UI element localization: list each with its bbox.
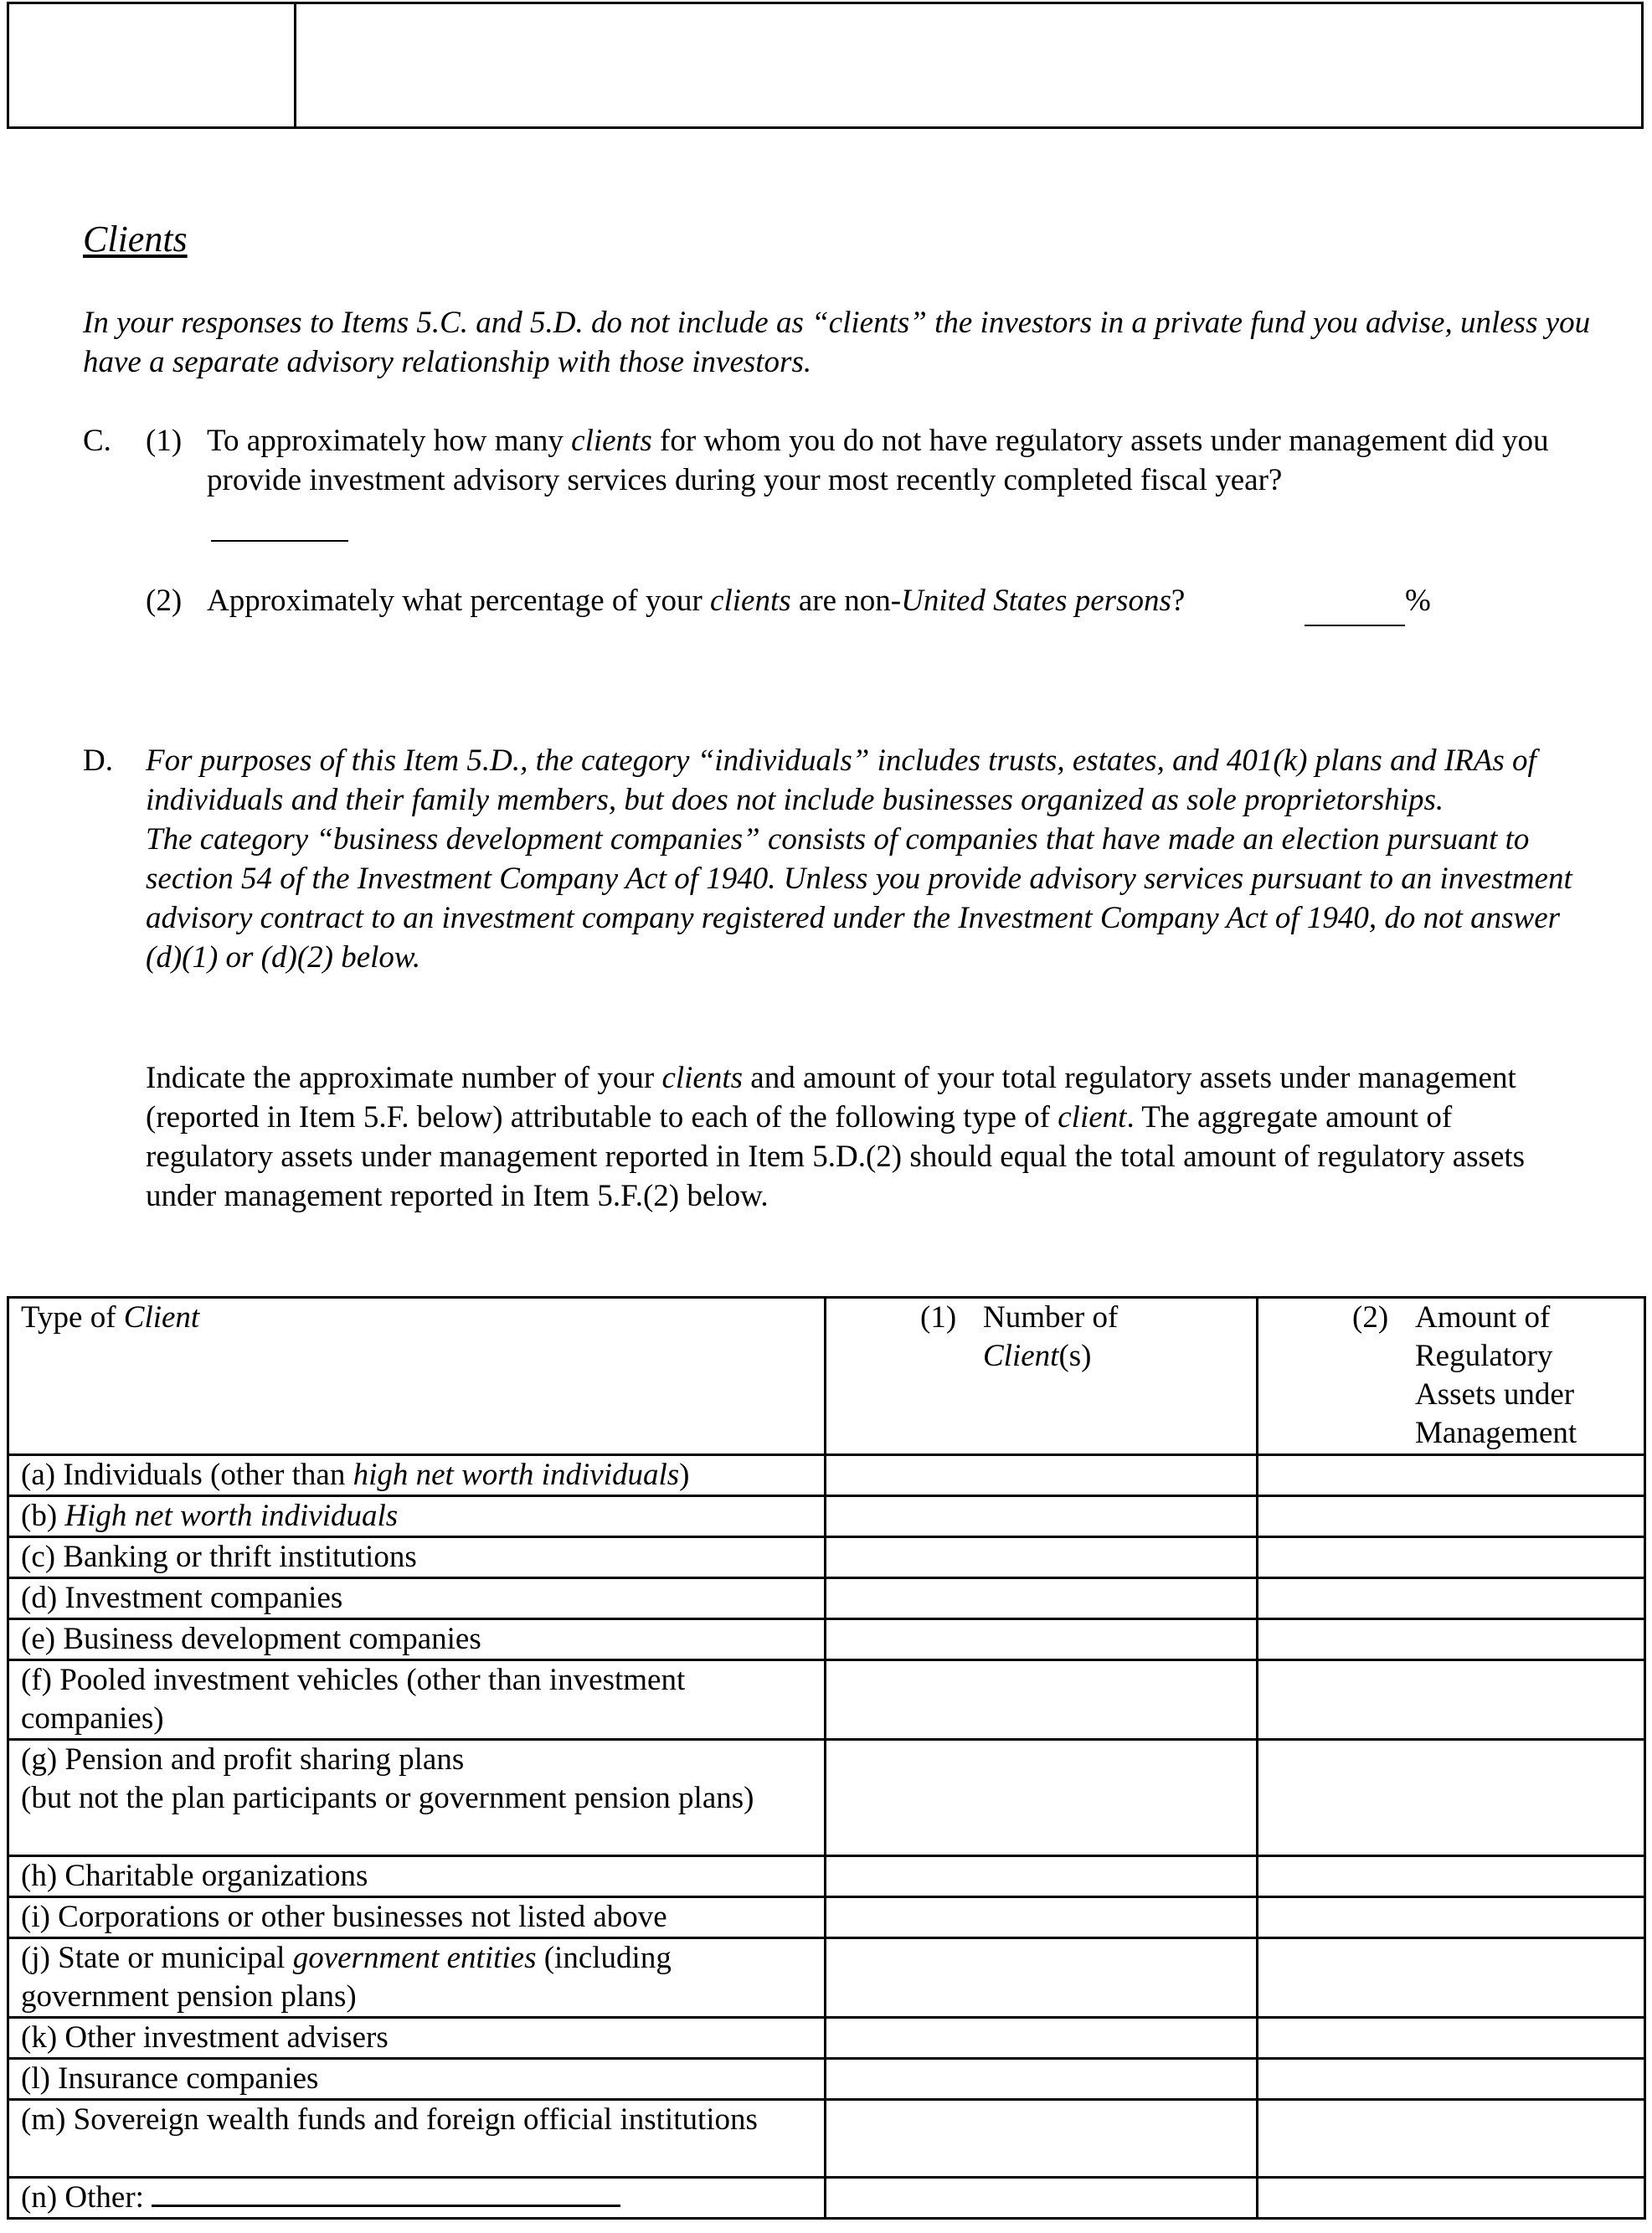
- row-label-f: (f) Pooled investment vehicles (other than investment companies): [8, 1660, 826, 1740]
- number-of-clients-cell[interactable]: [826, 1537, 1258, 1578]
- item-d-note-bdc: The category “business development companies” consists of companies that have made an election pursuant to section 54 of the Investment Company Act of 1940. Unless you provide advisory services pursuant to an investment advisory contract to an investment company registered under the Investment Company Act of 1940, do not answer (d)(1) or (d)(2) below.: [146, 822, 1572, 975]
- regulatory-aum-cell[interactable]: [1258, 2059, 1645, 2100]
- regulatory-aum-cell[interactable]: [1258, 1856, 1645, 1897]
- item-c-label: C.: [83, 424, 111, 458]
- number-of-clients-cell[interactable]: [826, 2059, 1258, 2100]
- item-d-note-individuals: For purposes of this Item 5.D., the category “individuals” includes trusts, estates, and 401(k) plans and IRAs of individuals and their family members, but does not include businesses organized as sole proprietorships.: [146, 743, 1536, 817]
- table-row: [8, 2178, 1645, 2219]
- item-d-label: D.: [83, 743, 113, 778]
- table-row: [8, 1856, 1645, 1897]
- table-row: [8, 1897, 1645, 1938]
- row-label-g: (g) Pension and profit sharing plans (but not the plan participants or government pension plans): [8, 1740, 826, 1856]
- table-row: [8, 1740, 1645, 1856]
- table-row: [8, 1578, 1645, 1619]
- row-label-c: (c) Banking or thrift institutions: [8, 1537, 826, 1578]
- row-label-a: (a) Individuals (other than high net worth individuals): [8, 1455, 826, 1496]
- row-label-i: (i) Corporations or other businesses not listed above: [8, 1897, 826, 1938]
- header-number-of-clients: (1) Number of Client(s): [826, 1298, 1258, 1455]
- regulatory-aum-cell[interactable]: [1258, 2018, 1645, 2059]
- number-of-clients-cell[interactable]: [826, 1660, 1258, 1740]
- row-label-b: (b) High net worth individuals: [8, 1496, 826, 1537]
- number-of-clients-cell[interactable]: [826, 1897, 1258, 1938]
- row-label-d: (d) Investment companies: [8, 1578, 826, 1619]
- regulatory-aum-cell[interactable]: [1258, 1455, 1645, 1496]
- regulatory-aum-cell[interactable]: [1258, 1537, 1645, 1578]
- row-label-n: (n) Other:: [8, 2178, 826, 2219]
- regulatory-aum-cell[interactable]: [1258, 1496, 1645, 1537]
- regulatory-aum-cell[interactable]: [1258, 1740, 1645, 1856]
- item-c1-number: (1): [146, 424, 183, 458]
- header-regulatory-aum: (2) Amount of Regulatory Assets under Management: [1258, 1298, 1645, 1455]
- table-row: [8, 1537, 1645, 1578]
- item-d-instructions: Indicate the approximate number of your clients and amount of your total regulatory assets under management (reported in Item 5.F. below) attributable to each of the following type of client. The aggregate amount of regulatory assets under management reported in Item 5.D.(2) should equal the total amount of regulatory assets under management reported in Item 5.F.(2) below.: [146, 1061, 1526, 1213]
- table-row: [8, 1660, 1645, 1740]
- number-of-clients-cell[interactable]: [826, 1938, 1258, 2018]
- section-title: Clients: [83, 219, 188, 260]
- row-label-m: (m) Sovereign wealth funds and foreign official institutions: [8, 2100, 826, 2178]
- item-c2-answer-blank[interactable]: [1305, 625, 1405, 626]
- number-of-clients-cell[interactable]: [826, 1856, 1258, 1897]
- number-of-clients-cell[interactable]: [826, 1455, 1258, 1496]
- item-c1-answer-blank[interactable]: [211, 540, 348, 542]
- percent-sign: %: [1405, 584, 1431, 618]
- header-type-of-client: Type of Client: [8, 1298, 826, 1455]
- table-row: [8, 2059, 1645, 2100]
- other-specify-blank[interactable]: [152, 2179, 620, 2207]
- table-row: [8, 2018, 1645, 2059]
- header-box: [7, 2, 1644, 129]
- number-of-clients-cell[interactable]: [826, 1740, 1258, 1856]
- regulatory-aum-cell[interactable]: [1258, 1578, 1645, 1619]
- table-row: [8, 1938, 1645, 2018]
- number-of-clients-cell[interactable]: [826, 2178, 1258, 2219]
- regulatory-aum-cell[interactable]: [1258, 2178, 1645, 2219]
- intro-note: In your responses to Items 5.C. and 5.D. do not include as “clients” the investors in a private fund you advise, unless you have a separate advisory relationship with those investors.: [83, 306, 1591, 379]
- row-label-l: (l) Insurance companies: [8, 2059, 826, 2100]
- regulatory-aum-cell[interactable]: [1258, 1938, 1645, 2018]
- regulatory-aum-cell[interactable]: [1258, 1619, 1645, 1660]
- row-label-h: (h) Charitable organizations: [8, 1856, 826, 1897]
- item-c2-question: Approximately what percentage of your clients are non-United States persons?: [207, 584, 1186, 618]
- table-row: [8, 1455, 1645, 1496]
- item-d-note: [146, 741, 1586, 977]
- regulatory-aum-cell[interactable]: [1258, 1897, 1645, 1938]
- number-of-clients-cell[interactable]: [826, 1496, 1258, 1537]
- table-row: [8, 2100, 1645, 2178]
- number-of-clients-cell[interactable]: [826, 1578, 1258, 1619]
- row-label-k: (k) Other investment advisers: [8, 2018, 826, 2059]
- table-row: [8, 1619, 1645, 1660]
- regulatory-aum-cell[interactable]: [1258, 1660, 1645, 1740]
- number-of-clients-cell[interactable]: [826, 2100, 1258, 2178]
- number-of-clients-cell[interactable]: [826, 2018, 1258, 2059]
- regulatory-aum-cell[interactable]: [1258, 2100, 1645, 2178]
- header-box-divider: [294, 4, 296, 126]
- row-label-j: (j) State or municipal government entities (including government pension plans): [8, 1938, 826, 2018]
- item-c2-number: (2): [146, 584, 183, 618]
- item-c1-question: To approximately how many clients for whom you do not have regulatory assets under management did you provide investment advisory services during your most recently completed fiscal year?: [207, 424, 1549, 497]
- row-label-e: (e) Business development companies: [8, 1619, 826, 1660]
- number-of-clients-cell[interactable]: [826, 1619, 1258, 1660]
- table-row: [8, 1496, 1645, 1537]
- table-header-row: [8, 1298, 1645, 1455]
- client-type-table: [7, 1296, 1646, 2220]
